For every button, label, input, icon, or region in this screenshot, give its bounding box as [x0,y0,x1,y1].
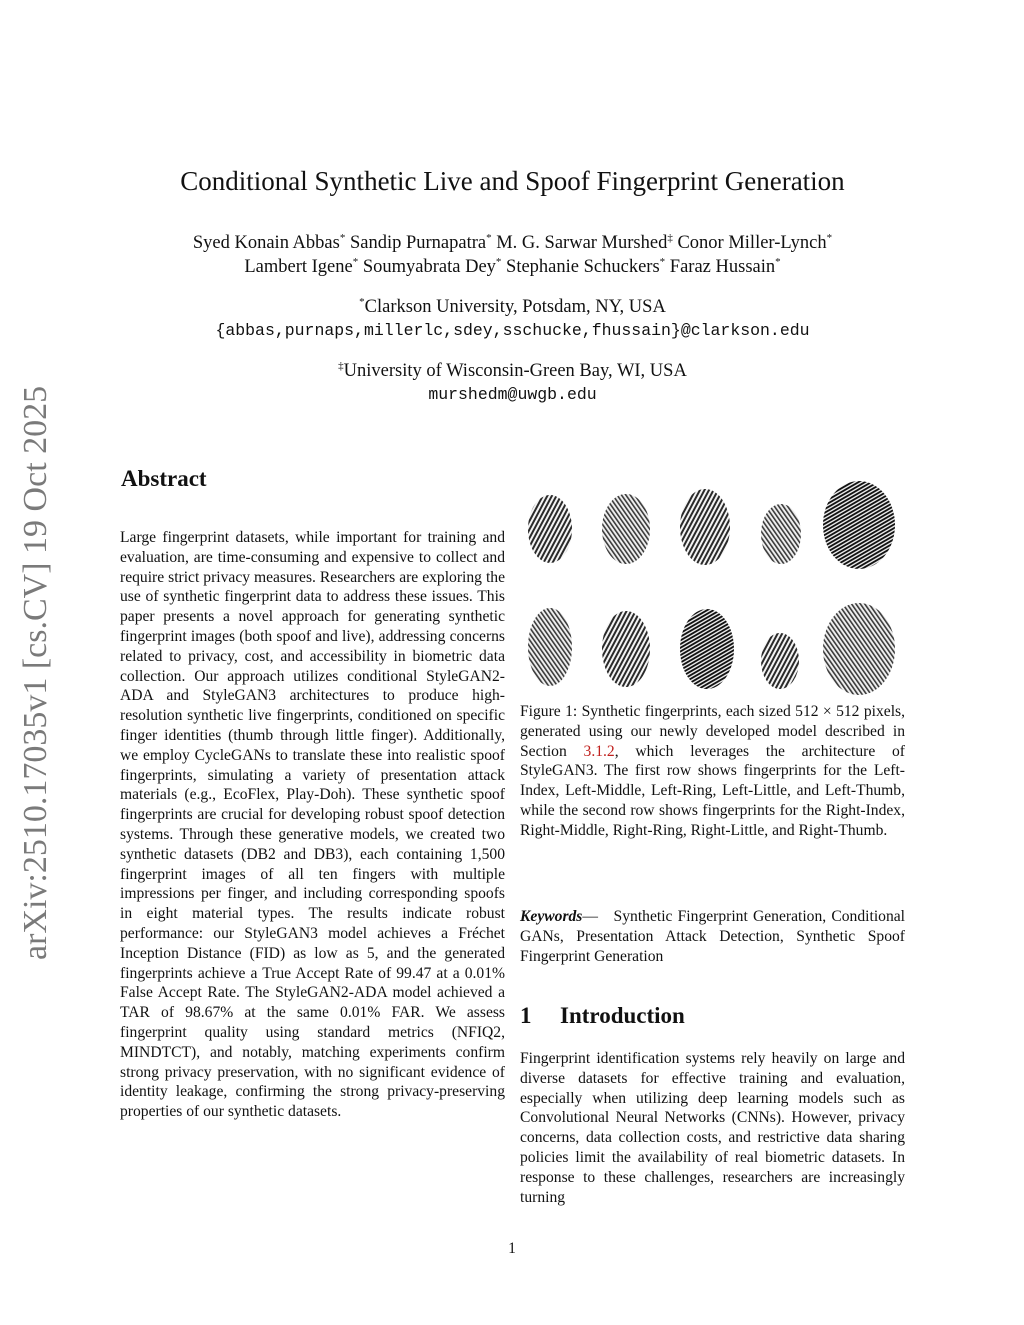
author-mark: * [352,255,359,268]
author-name: Soumyabrata Dey [362,257,496,277]
keywords-text: Synthetic Fingerprint Generation, Conditional GANs, Presentation Attack Detection, Synthetic Spoof Fingerprint Generation [520,908,905,965]
author-line-2 [120,255,905,279]
keywords-dash: — [582,908,598,925]
author-name: Faraz Hussain [669,257,776,277]
affiliation-mark: * [359,295,365,308]
fingerprint-left-index [528,495,572,563]
affiliation-clarkson [120,295,905,343]
author-mark: * [486,231,492,244]
section-ref-link[interactable]: 3.1.2 [583,742,615,760]
author-line-1 [120,231,905,255]
introduction-text: Fingerprint identification systems rely heavily on large and diverse datasets for effective training and evaluation, especially when utilizing deep learning models such as Convolutional Neural Networks (CNNs). However, privacy concerns, data collection costs, and restrictive data sharing policies limit the availability of real biometric datasets. In response to these challenges, researchers are increasingly turning [520,1050,905,1206]
caption-tail: , which leverages the architecture of StyleGAN3. The first row shows fingerprints for the Left-Index, Left-Middle, Left-Ring, Left-Little, and Left-Thumb, while the second row shows fingerprints for the Right-Index, Right-Middle, Right-Ring, Right-Little, and Right-Thumb. [520,742,905,839]
fingerprint-right-middle [602,611,650,687]
section-title: Introduction [560,1003,685,1028]
affiliation-mark: ‡ [338,359,344,372]
author-name: Lambert Igene [244,257,353,277]
fingerprint-right-ring [680,609,734,689]
figure-caption [520,702,905,841]
fingerprint-left-ring [680,489,730,565]
abstract-text: Large fingerprint datasets, while important for training and evaluation, are time-consuming and expensive to collect and require strict privacy measures. Researchers are exploring the use of synthetic fingerprint data to address these issues. This paper presents a novel approach for generating synthetic fingerprint images (both spoof and live), addressing concerns related to privacy, cost, and accessibility in biometric data collection. Our approach utilizes conditional StyleGAN2-ADA and StyleGAN3 architectures to produce high-resolution synthetic live fingerprints, conditioned on specific finger identities (thumb through little finger). Additionally, we employ CycleGANs to translate these into realistic spoof fingerprints, simulating a variety of presentation attack materials (e.g., EcoFlex, Play-Doh). These synthetic spoof fingerprints are crucial for developing robust spoof detection systems. Through these generative models, we created two synthetic datasets (DB2 and DB3), each containing 1,500 fingerprint images of all ten fingers with multiple impressions per finger, and including corresponding spoofs in eight material types. The results indicate robust performance: our StyleGAN3 model achieves a Fréchet Inception Distance (FID) as low as 5, and the generated fingerprints achieve a True Accept Rate of 99.47 at a 0.01% False Accept Rate. The StyleGAN2-ADA model achieved a TAR of 98.67% at the same 0.01% FAR. We assess fingerprint quality using standard metrics (NFIQ2, MINDTCT), and notably, matching experiments confirm strong privacy preservation, with no significant evidence of identity leakage, confirming the strong privacy-preserving properties of our synthetic datasets. [120,529,505,1121]
author-mark: ‡ [667,231,673,244]
author-mark: * [826,231,833,244]
fingerprint-right-little [761,633,799,689]
caption-lead: Figure 1: Synthetic fingerprints, each sized 512 × 512 pixels, generated using our newly developed model described in Section [520,703,905,760]
page-number: 1 [508,1240,516,1257]
author-name: Stephanie Schuckers [506,257,660,277]
abstract-heading: Abstract [121,466,207,491]
paper-title: Conditional Synthetic Live and Spoof Fingerprint Generation [180,166,845,196]
author-mark: * [775,255,781,268]
arxiv-stamp: arXiv:2510.17035v1 [cs.CV] 19 Oct 2025 [17,385,54,960]
affiliation-name: Clarkson University, Potsdam, NY, USA [364,297,666,317]
author-name: M. G. Sarwar Murshed [496,233,668,253]
affiliation-email: {abbas,purnaps,millerlc,sdey,sschucke,fhussain}@clarkson.edu [215,321,810,340]
fingerprint-left-thumb [823,481,895,569]
fingerprint-right-index [528,608,572,686]
fingerprint-row-left [528,481,895,569]
fingerprint-figure [520,477,908,699]
keywords [520,907,905,966]
fingerprint-row-right [528,603,895,695]
author-mark: * [495,255,502,268]
keywords-label: Keywords [520,908,583,925]
affiliation-email: murshedm@uwgb.edu [428,385,597,404]
section-number: 1 [520,1003,532,1028]
author-list [120,231,905,279]
author-name: Sandip Purnapatra [349,233,487,253]
author-name: Syed Konain Abbas [192,233,340,253]
author-name: Conor Miller-Lynch [677,233,827,253]
author-mark: * [339,231,346,244]
fingerprint-left-middle [602,494,650,564]
affiliation-uwgb [120,359,905,407]
author-mark: * [659,255,666,268]
fingerprint-left-little [761,504,801,564]
fingerprint-right-thumb [823,603,895,695]
affiliation-name: University of Wisconsin-Green Bay, WI, USA [343,361,687,381]
introduction-heading [520,1003,685,1029]
